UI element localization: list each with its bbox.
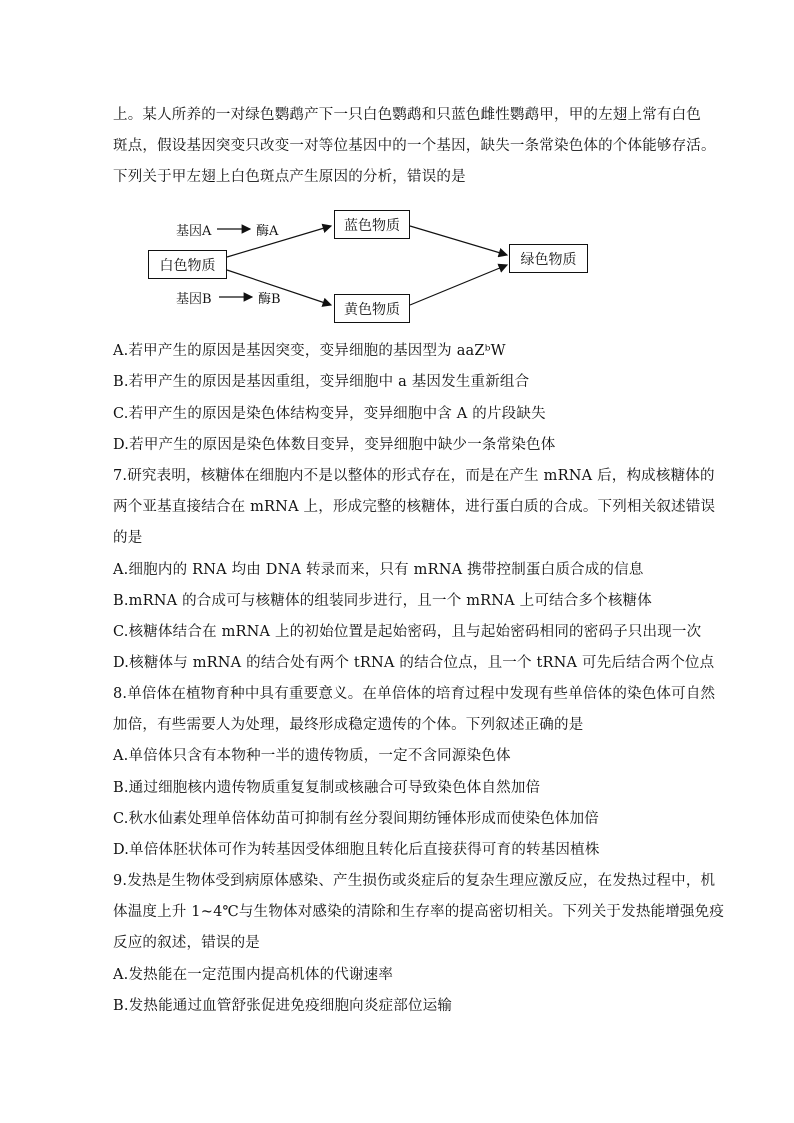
q7-option-d: D.核糖体与 mRNA 的结合处有两个 tRNA 的结合位点，且一个 tRNA 可先后结合两个位点 bbox=[113, 655, 715, 671]
intro-line-1: 上。某人所养的一对绿色鹦鹉产下一只白色鹦鹉和只蓝色雌性鹦鹉甲，甲的左翅上常有白色 bbox=[113, 107, 701, 123]
q8-stem-2: 加倍，有些需要人为处理，最终形成稳定遗传的个体。下列叙述正确的是 bbox=[113, 717, 584, 733]
gene-a-label: 基因A bbox=[176, 224, 212, 239]
q9-stem-3: 反应的叙述，错误的是 bbox=[113, 935, 260, 951]
q8-option-a: A.单倍体只含有本物种一半的遗传物质，一定不含同源染色体 bbox=[113, 748, 511, 764]
intro-line-2: 斑点，假设基因突变只改变一对等位基因中的一个基因，缺失一条常染色体的个体能够存活。 bbox=[113, 138, 716, 154]
yellow-substance-box: 黄色物质 bbox=[334, 294, 410, 323]
gene-b-label: 基因B bbox=[176, 292, 212, 307]
green-substance-box: 绿色物质 bbox=[509, 244, 588, 273]
q7-stem-2: 两个亚基直接结合在 mRNA 上，形成完整的核糖体，进行蛋白质的合成。下列相关叙述错误 bbox=[113, 499, 716, 515]
q8-option-b: B.通过细胞核内遗传物质重复复制或核融合可导致染色体自然加倍 bbox=[113, 780, 541, 796]
q6-option-a: A.若甲产生的原因是基因突变，变异细胞的基因型为 aaZᵇW bbox=[113, 343, 506, 359]
arrow-white-blue bbox=[227, 226, 331, 257]
q9-stem-1: 9.发热是生物体受到病原体感染、产生损伤或炎症后的复杂生理应激反应，在发热过程中，机 bbox=[113, 873, 716, 889]
q9-stem-2: 体温度上升 1~4℃与生物体对感染的清除和生存率的提高密切相关。下列关于发热能增强免疫 bbox=[113, 904, 725, 920]
q7-stem-3: 的是 bbox=[113, 530, 143, 546]
q8-stem-1: 8.单倍体在植物育种中具有重要意义。在单倍体的培育过程中发现有些单倍体的染色体可自然 bbox=[113, 686, 716, 702]
q7-option-c: C.核糖体结合在 mRNA 上的初始位置是起始密码，且与起始密码相同的密码子只出现一次 bbox=[113, 624, 702, 640]
q6-option-b: B.若甲产生的原因是基因重组，变异细胞中 a 基因发生重新组合 bbox=[113, 374, 530, 390]
diagram-arrows bbox=[0, 0, 794, 340]
q8-option-c: C.秋水仙素处理单倍体幼苗可抑制有丝分裂间期纺锤体形成而使染色体加倍 bbox=[113, 811, 599, 827]
enzyme-a-label: 酶A bbox=[256, 224, 279, 239]
q9-option-a: A.发热能在一定范围内提高机体的代谢速率 bbox=[113, 967, 394, 983]
arrow-yellow-green bbox=[410, 265, 507, 305]
q6-option-c: C.若甲产生的原因是染色体结构变异，变异细胞中含 A 的片段缺失 bbox=[113, 406, 546, 422]
q9-option-b: B.发热能通过血管舒张促进免疫细胞向炎症部位运输 bbox=[113, 998, 453, 1014]
q7-option-a: A.细胞内的 RNA 均由 DNA 转录而来，只有 mRNA 携带控制蛋白质合成的信息 bbox=[113, 562, 644, 578]
q8-option-d: D.单倍体胚状体可作为转基因受体细胞且转化后直接获得可育的转基因植株 bbox=[113, 842, 600, 858]
enzyme-b-label: 酶B bbox=[258, 292, 281, 307]
blue-substance-box: 蓝色物质 bbox=[334, 210, 410, 239]
q6-option-d: D.若甲产生的原因是染色体数目变异，变异细胞中缺少一条常染色体 bbox=[113, 437, 556, 453]
intro-line-3: 下列关于甲左翅上白色斑点产生原因的分析，错误的是 bbox=[113, 169, 466, 185]
white-substance-box: 白色物质 bbox=[148, 250, 227, 279]
q7-option-b: B.mRNA 的合成可与核糖体的组装同步进行，且一个 mRNA 上可结合多个核糖体 bbox=[113, 593, 652, 609]
q7-stem-1: 7.研究表明，核糖体在细胞内不是以整体的形式存在，而是在产生 mRNA 后，构成核糖体的 bbox=[113, 468, 715, 484]
arrow-blue-green bbox=[410, 226, 507, 255]
